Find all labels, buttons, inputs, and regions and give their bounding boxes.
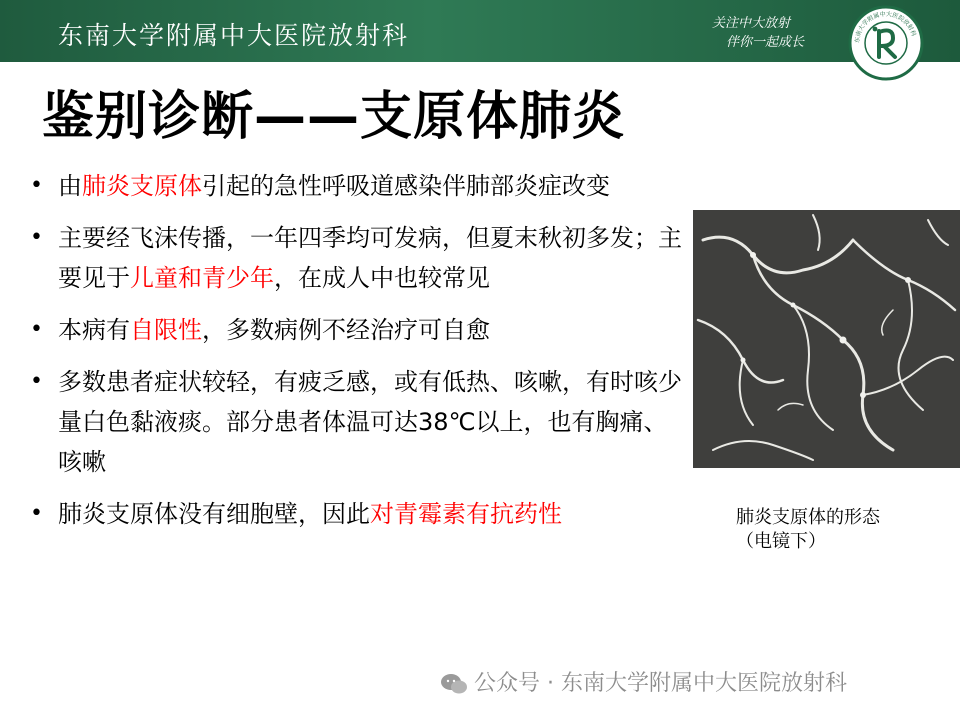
bullet-text: 引起的急性呼吸道感染伴肺部炎症改变	[202, 172, 610, 200]
slide-title: 鉴别诊断——支原体肺炎	[42, 87, 626, 147]
bullet-highlight: 儿童和青少年	[130, 264, 274, 292]
bullet-item	[28, 494, 688, 534]
bullet-text: ，在成人中也较常见	[274, 264, 490, 292]
bullet-text: 本病有	[58, 316, 130, 344]
caption-line-1: 肺炎支原体的形态	[736, 507, 880, 528]
logo-ring-text: 东南大学附属中大医院放射科	[853, 10, 918, 44]
wechat-icon	[440, 673, 468, 695]
bullet-highlight: 肺炎支原体	[82, 172, 202, 200]
bullet-highlight: 自限性	[130, 316, 202, 344]
slogan-line-2: 伴你一起成长	[726, 35, 805, 50]
org-name: 东南大学附属中大医院放射科	[58, 21, 410, 50]
micrograph-image	[693, 210, 960, 468]
image-caption	[736, 506, 880, 554]
slogan-line-1: 关注中大放射	[712, 16, 791, 31]
bullet-item	[28, 166, 688, 206]
bullet-text: 肺炎支原体没有细胞壁，因此	[58, 500, 370, 528]
bullet-item	[28, 218, 688, 298]
bullet-text: 主要经飞沫传播，一年四季均可发病，但夏末秋初多发；主要见于	[58, 224, 682, 292]
bullet-text: ，多数病例不经治疗可自愈	[202, 316, 490, 344]
bullet-highlight: 对青霉素有抗药性	[370, 500, 562, 528]
hospital-logo	[848, 5, 924, 81]
watermark	[440, 666, 847, 697]
header-bar	[0, 0, 960, 62]
watermark-text: 公众号 · 东南大学附属中大医院放射科	[474, 671, 847, 696]
bullet-item	[28, 362, 688, 482]
bullet-text: 多数患者症状较轻，有疲乏感，或有低热、咳嗽，有时咳少量白色黏液痰。部分患者体温可达38℃以上，也有胸痛、咳嗽	[58, 368, 682, 476]
bullet-item	[28, 310, 688, 350]
bullet-list	[28, 166, 688, 546]
bullet-text: 由	[58, 172, 82, 200]
caption-line-2: （电镜下）	[736, 531, 826, 552]
slogan	[712, 14, 804, 52]
